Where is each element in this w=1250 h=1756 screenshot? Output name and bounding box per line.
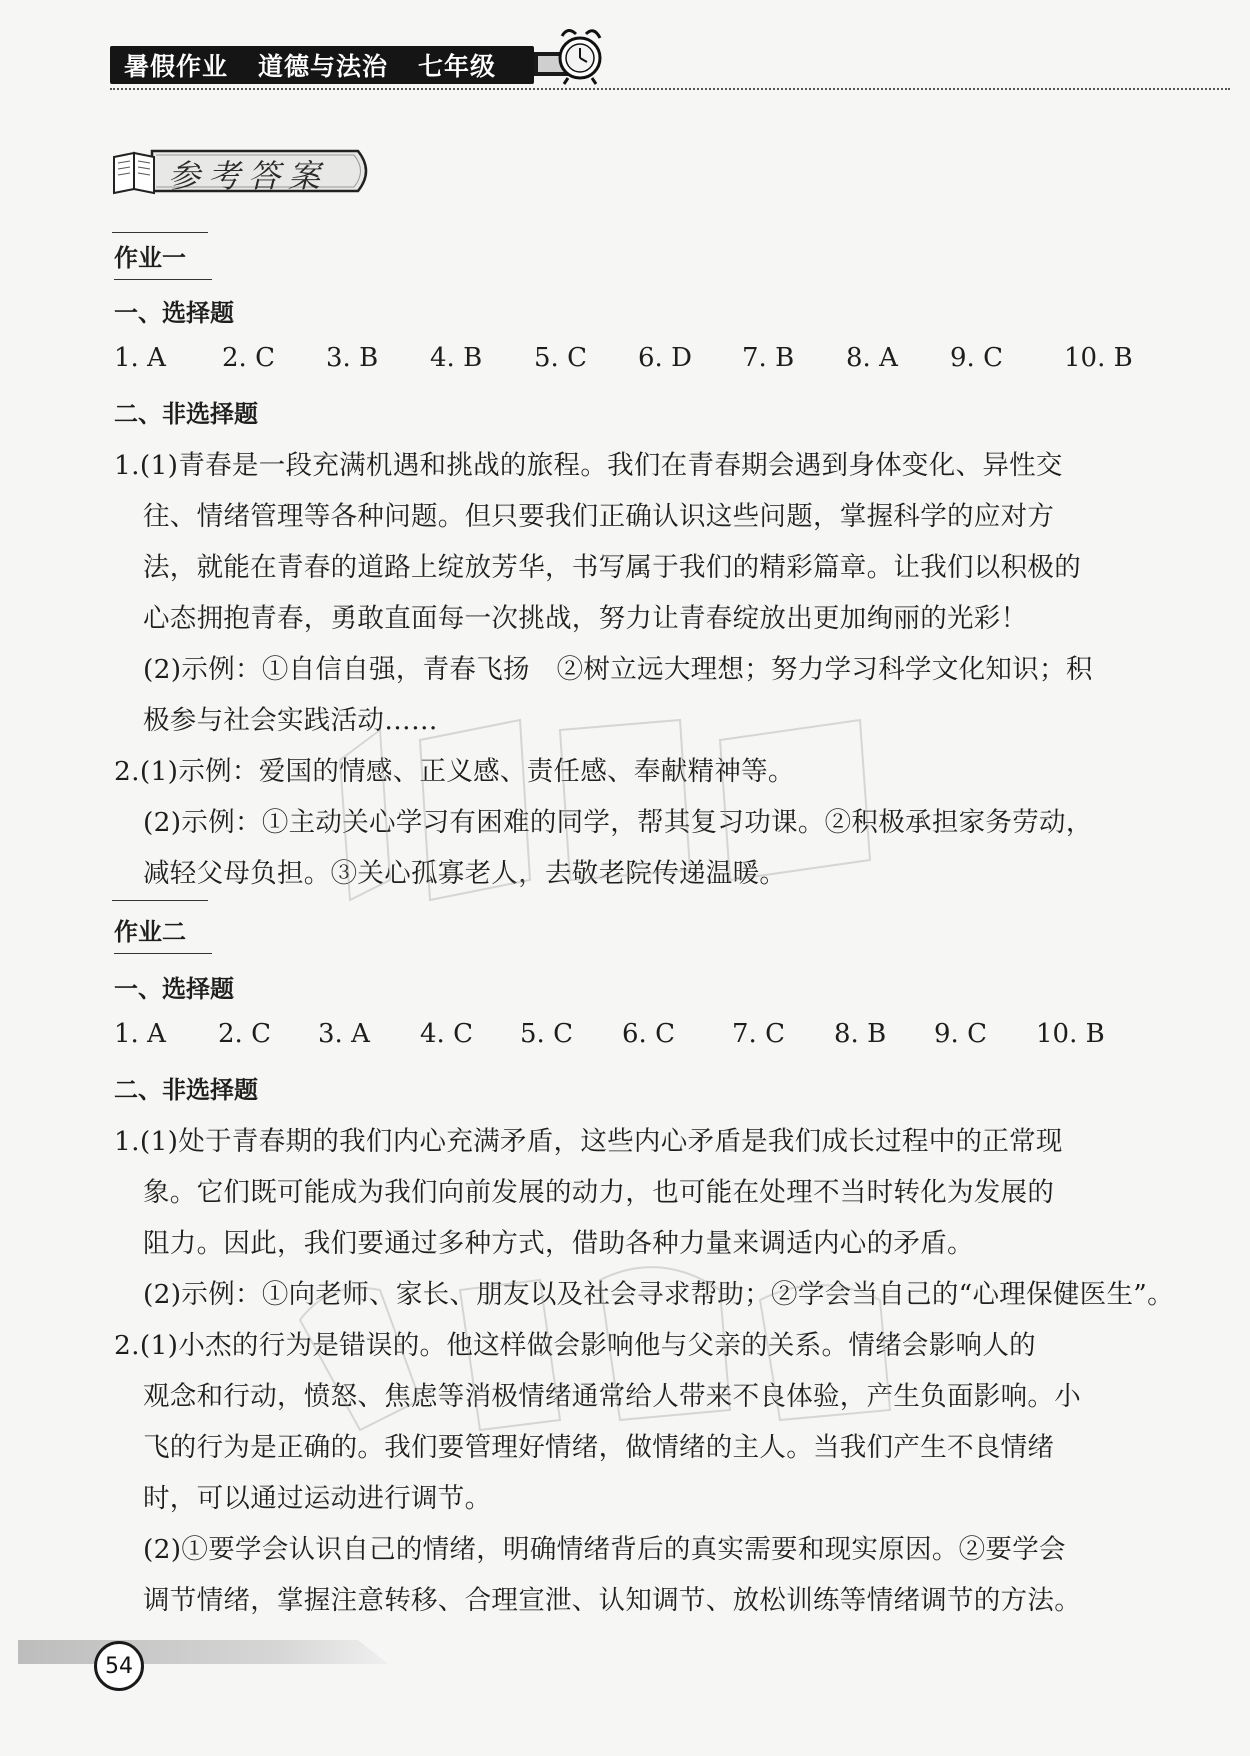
answer-line: 极参与社会实践活动…… (143, 705, 438, 736)
answer-line: 调节情绪，掌握注意转移、合理宣泄、认知调节、放松训练等情绪调节的方法。 (143, 1585, 1081, 1616)
answer-line: 法，就能在青春的道路上绽放芳华，书写属于我们的精彩篇章。让我们以积极的 (143, 552, 1081, 583)
header-banner (110, 46, 534, 84)
homework2-heading: 作业二 (114, 912, 212, 954)
alarm-clock-icon (532, 22, 606, 88)
choice-answer: 7. B (742, 343, 795, 373)
homework1-heading: 作业一 (114, 238, 212, 280)
choice-answer: 1. A (114, 1019, 166, 1049)
homework1-choice-heading: 一、选择题 (114, 299, 234, 327)
header-subject: 道德与法治 (258, 52, 389, 81)
header-dotted-divider (110, 88, 1230, 90)
header-book-title: 暑假作业 (124, 52, 229, 81)
answer-line: 飞的行为是正确的。我们要管理好情绪，做情绪的主人。当我们产生不良情绪 (143, 1432, 1055, 1463)
answer-line: 往、情绪管理等各种问题。但只要我们正确认识这些问题，掌握科学的应对方 (143, 501, 1055, 532)
answer-line: (2)①要学会认识自己的情绪，明确情绪背后的真实需要和现实原因。②要学会 (143, 1534, 1066, 1565)
homework1-nonchoice-heading: 二、非选择题 (114, 400, 258, 428)
choice-answer: 8. A (846, 343, 898, 373)
choice-answer: 2. C (218, 1019, 271, 1049)
choice-answer: 6. C (622, 1019, 675, 1049)
answer-line: 心态拥抱青春，勇敢直面每一次挑战，努力让青春绽放出更加绚丽的光彩！ (143, 603, 1028, 634)
answer-line: (2)示例：①主动关心学习有困难的同学，帮其复习功课。②积极承担家务劳动， (143, 807, 1093, 838)
choice-answer: 9. C (950, 343, 1003, 373)
choice-answer: 2. C (222, 343, 275, 373)
answer-line: 2.(1)小杰的行为是错误的。他这样做会影响他与父亲的关系。情绪会影响人的 (114, 1330, 1036, 1361)
choice-answer: 10. B (1064, 343, 1133, 373)
choice-answer: 9. C (934, 1019, 987, 1049)
answer-line: (2)示例：①向老师、家长、朋友以及社会寻求帮助；②学会当自己的“心理保健医生”。 (143, 1279, 1174, 1310)
answer-line: 2.(1)示例：爱国的情感、正义感、责任感、奉献精神等。 (114, 756, 795, 787)
homework2-nonchoice-heading: 二、非选择题 (114, 1076, 258, 1104)
section-rule (112, 900, 208, 901)
choice-answer: 5. C (520, 1019, 573, 1049)
choice-answer: 10. B (1036, 1019, 1105, 1049)
homework2-choice-heading: 一、选择题 (114, 975, 234, 1003)
answer-line: 象。它们既可能成为我们向前发展的动力，也可能在处理不当时转化为发展的 (143, 1177, 1055, 1208)
choice-answer: 1. A (114, 343, 166, 373)
choice-answer: 5. C (534, 343, 587, 373)
page-number-badge: 54 (94, 1641, 144, 1691)
answer-line: 观念和行动，愤怒、焦虑等消极情绪通常给人带来不良体验，产生负面影响。小 (143, 1381, 1081, 1412)
footer-band (18, 1634, 388, 1670)
choice-answer: 4. C (420, 1019, 473, 1049)
open-book-icon (114, 153, 154, 193)
choice-answer: 6. D (638, 343, 692, 373)
choice-answer: 3. A (318, 1019, 370, 1049)
answer-line: (2)示例：①自信自强，青春飞扬 ②树立远大理想；努力学习科学文化知识；积 (143, 654, 1093, 685)
answer-line: 减轻父母负担。③关心孤寡老人，去敬老院传递温暖。 (143, 858, 787, 889)
choice-answer: 8. B (834, 1019, 887, 1049)
choice-answer: 7. C (732, 1019, 785, 1049)
answer-line: 阻力。因此，我们要通过多种方式，借助各种力量来调适内心的矛盾。 (143, 1228, 974, 1259)
answer-line: 时，可以通过运动进行调节。 (143, 1483, 492, 1514)
answer-line: 1.(1)青春是一段充满机遇和挑战的旅程。我们在青春期会遇到身体变化、异性交 (114, 450, 1063, 481)
answer-line: 1.(1)处于青春期的我们内心充满矛盾，这些内心矛盾是我们成长过程中的正常现 (114, 1126, 1063, 1157)
section-rule (112, 232, 208, 233)
choice-answer: 3. B (326, 343, 379, 373)
choice-answer: 4. B (430, 343, 483, 373)
header-grade: 七年级 (418, 52, 497, 81)
page-title: 参考答案 (168, 157, 329, 195)
